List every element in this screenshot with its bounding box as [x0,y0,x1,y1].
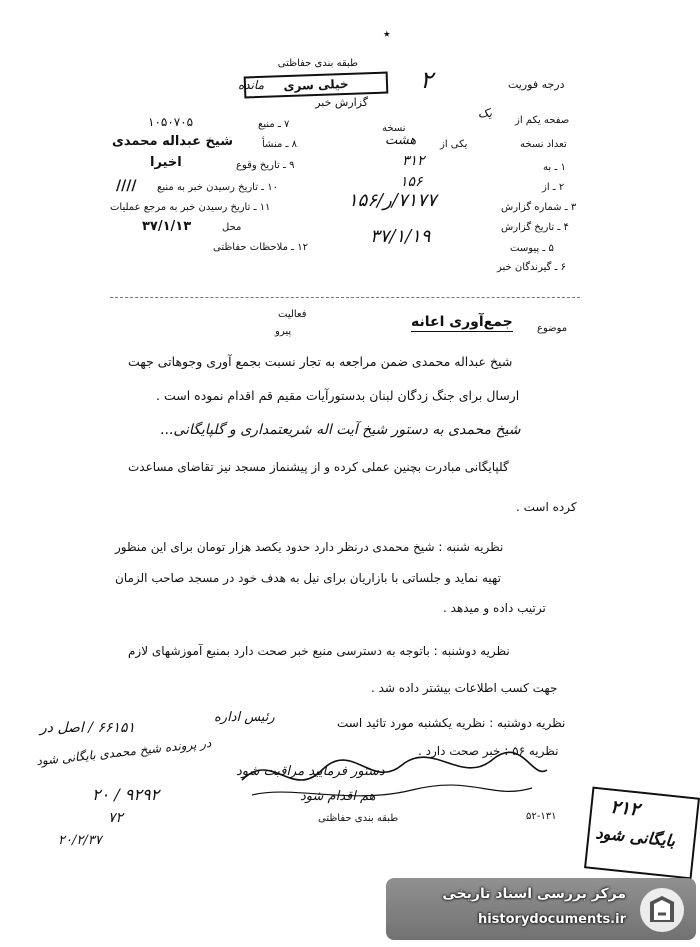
footer-classification: طبقه بندی حفاظتی [318,813,399,824]
archive-number: ۲۱۲ [609,796,641,821]
handwritten-left-ref: ۶۶۱۵۱ / اصل در [40,720,136,736]
handwritten-left-line4: ۷۲ [108,810,124,826]
body-line-4: گلپایگانی مبادرت بچنین عملی کرده و از پیشنماز مسجد نیز تقاضای مساعدت [128,460,509,474]
item12-label: ۱۲ ـ ملاحظات حفاظتی [213,242,308,253]
note-sat-line-a: نظریه شنبه : شیخ محمدی درنظر دارد حدود یکصد هزار تومان برای این منظور [115,540,504,554]
body-line-3-handwritten: شیخ محمدی به دستور شیخ آیت اله شریعتمداری و گلپایگانی... [160,422,521,438]
watermark-title: مرکز بررسی اسناد تاریخی [442,886,626,902]
item9-label: ۹ ـ تاریخ وقوع [236,160,295,171]
note-mon-line-a: نظریه دوشنبه : باتوجه به دسترسی منبع خبر صحت دارد بمنبع آموزشهای لازم [128,644,510,658]
subject-value: جمع‌آوری اعانه [411,314,513,330]
item2-label: ۲ ـ از [542,182,565,193]
item7-label: ۷ ـ منبع [258,119,290,130]
page-label: صفحه یکم از [515,115,570,126]
stamp-top-text: طبقه بندی حفاظتی [277,58,358,69]
handwritten-left-line2: در پرونده شیخ محمدی بایگانی شود [35,735,212,769]
item8-value: شیخ عبداله محمدی [112,134,233,149]
top-mark: ٭ [383,26,391,42]
copy-count-value: هشت [385,133,417,148]
item3-label: ۳ ـ شماره گزارش [501,202,577,213]
copy-label: نسخه [382,123,406,134]
subject-side-top: فعالیت [278,309,307,320]
archive-stamp-text: بایگانی شود [594,823,676,851]
report-type: گزارش خبر [315,96,368,109]
body-line-2: ارسال برای جنگ زدگان لبنان بدستورآیات مقیم قم اقدام نموده است . [156,388,520,403]
watermark-url: historydocuments.ir [477,912,626,927]
body-line-1: شیخ عبداله محمدی ضمن مراجعه به تجار نسبت بجمع آوری وجوهاتی جهت [128,354,513,369]
item11-label: ۱۱ ـ تاریخ رسیدن خبر به مرجع عملیات [110,202,271,213]
handwritten-left-line5: ۲۰/۲/۳۷ [58,833,102,848]
note-mon-line-b: جهت کسب اطلاعات بیشتر داده شد . [371,681,558,695]
item5-label: ۵ ـ پیوست [510,243,554,254]
subject-side-bottom: پیرو [275,326,292,337]
item1-label: ۱ ـ به [543,162,566,173]
copy-count-prefix: یکی از [440,139,468,150]
priority-label: درجه فوریت [508,78,565,91]
item9-value: اخیرا [150,155,182,170]
copy-count-label: تعداد نسخه [520,139,567,150]
note-sat-line-b: تهیه نماید و جلساتی با بازاریان برای نیل به هدف خود در مسجد صاحب الزمان [115,571,501,585]
body-line-5: کرده است . [516,500,577,514]
handwritten-bottom-mid: دستور فرمایید مراقبت شود [236,764,385,779]
item4-value: ۳۷/۱/۱۹ [370,226,431,247]
item2-value: ۱۵۶ [400,174,423,190]
item4-label: ۴ ـ تاریخ گزارش [501,222,569,233]
item11-extra: محل [222,222,242,233]
handwritten-left-line3: ۹۲۹۲ / ۲۰ [92,785,160,804]
archive-stamp-box [584,787,700,880]
item10-value: //// [116,178,137,194]
stamp-main [244,71,389,98]
subject-label: موضوع [537,323,568,334]
item6-label: ۶ ـ گیرندگان خبر [497,262,567,273]
item10-label: ۱۰ ـ تاریخ رسیدن خبر به منبع [157,182,279,193]
note-56: نظریه ۵۶ : خبر صحت دارد . [418,744,559,758]
item8-label: ۸ ـ منشأ [262,139,298,150]
handwritten-mark: ۲ [420,66,433,94]
item11-value: ۳۷/۱/۱۳ [142,219,192,234]
handwritten-right-top: رئیس اداره [214,710,275,725]
page-value: یک [478,106,493,120]
item7-value: ۱۰۵۰۷۰۵ [148,115,194,129]
report-mark: مانده [238,78,265,92]
watermark-logo-icon [636,884,688,936]
note-sat-line-c: ترتیب داده و میدهد . [443,601,546,615]
stamp-main-text: خیلی سری [283,76,349,94]
note-mon-2: نظریه دوشنبه : نظریه یکشنبه مورد تائید است [337,716,566,730]
divider [110,297,580,298]
item1-value: ۳۱۲ [402,153,425,169]
signature-scribble [232,740,552,810]
handwritten-bottom-mid2: هم اقدام شود [300,789,376,804]
footer-code: ۵۲-۱۳۱ [526,811,557,822]
item3-value: ۷۱۷۷/ر/۱۵۶ [348,190,437,211]
watermark [386,878,696,940]
